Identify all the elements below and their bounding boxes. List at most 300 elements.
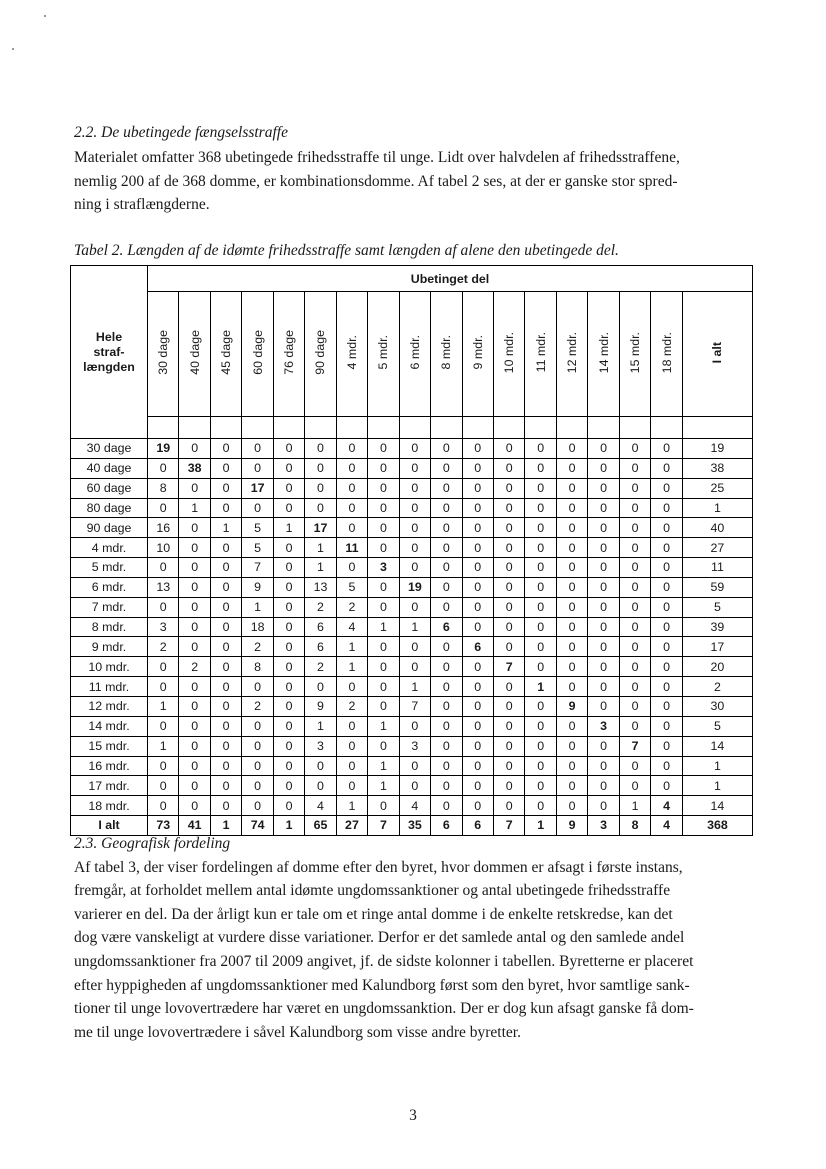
table-cell: 0 xyxy=(431,439,462,459)
column-header xyxy=(179,292,210,417)
table-cell: 11 xyxy=(336,538,367,558)
row-label: 10 mdr. xyxy=(71,657,148,677)
table-cell: 0 xyxy=(148,498,179,518)
table-cell: 2 xyxy=(179,657,210,677)
column-header xyxy=(682,292,752,417)
table-cell: 9 xyxy=(242,577,273,597)
table-cell: 0 xyxy=(273,439,304,459)
table-cell: 0 xyxy=(399,458,430,478)
table-cell: 0 xyxy=(273,597,304,617)
table-cell: 0 xyxy=(368,458,399,478)
table-cell: 0 xyxy=(525,518,556,538)
table-cell: 0 xyxy=(588,756,619,776)
table-cell: 0 xyxy=(431,518,462,538)
table-row xyxy=(71,637,753,657)
table-cell: 0 xyxy=(588,796,619,816)
sentence-length-table xyxy=(70,265,753,836)
column-header-label: 14 mdr. xyxy=(596,331,611,374)
column-header xyxy=(210,292,241,417)
table-row xyxy=(71,597,753,617)
table-cell: 0 xyxy=(399,538,430,558)
paragraph-line: ungdomssanktioner fra 2007 til 2009 angivet, jf. de sidste kolonner i tabellen. Byretterne er placeret xyxy=(74,952,694,970)
table-cell: 0 xyxy=(179,677,210,697)
table-cell: 0 xyxy=(462,518,493,538)
table-cell: 0 xyxy=(273,796,304,816)
table-cell: 0 xyxy=(179,617,210,637)
row-label: 60 dage xyxy=(71,478,148,498)
table-cell: 0 xyxy=(273,617,304,637)
table-cell: 0 xyxy=(305,776,336,796)
table-cell: 0 xyxy=(210,577,241,597)
column-header xyxy=(556,292,587,417)
table-cell: 0 xyxy=(588,736,619,756)
table-cell: 0 xyxy=(273,498,304,518)
table-cell: 5 xyxy=(336,577,367,597)
table-cell: 11 xyxy=(682,558,752,578)
table-cell: 0 xyxy=(305,439,336,459)
table-row xyxy=(71,518,753,538)
table-cell: 19 xyxy=(148,439,179,459)
paragraph-line: tioner til unge lovovertrædere har været en ungdomssanktion. Der er dog kun afsagt ganske få dom- xyxy=(74,1000,694,1018)
table-cell: 0 xyxy=(368,498,399,518)
table-cell: 0 xyxy=(273,637,304,657)
table-cell: 0 xyxy=(651,736,683,756)
table-cell: 7 xyxy=(493,816,524,836)
spacer-cell xyxy=(462,417,493,439)
table-cell: 0 xyxy=(148,597,179,617)
table-cell: 0 xyxy=(556,677,587,697)
table-cell: 0 xyxy=(431,756,462,776)
row-label: 5 mdr. xyxy=(71,558,148,578)
table-cell: 0 xyxy=(493,478,524,498)
column-header xyxy=(431,292,462,417)
column-header-label: 12 mdr. xyxy=(565,331,580,374)
column-header xyxy=(399,292,430,417)
table-cell: 0 xyxy=(556,478,587,498)
table-cell: 0 xyxy=(368,637,399,657)
table-cell: 6 xyxy=(305,617,336,637)
row-label: 80 dage xyxy=(71,498,148,518)
table-cell: 0 xyxy=(273,756,304,776)
table-cell: 0 xyxy=(651,637,683,657)
table-row xyxy=(71,538,753,558)
table-cell: 0 xyxy=(493,538,524,558)
paragraph-line: nemlig 200 af de 368 domme, er kombinationsdomme. Af tabel 2 ses, at der er ganske stor spred- xyxy=(74,172,678,190)
column-header-label: 10 mdr. xyxy=(502,331,517,374)
table-cell: 0 xyxy=(493,498,524,518)
paragraph-line: dog være vanskeligt at vurdere disse variationer. Derfor er det samlede antal og den samlede andel xyxy=(74,929,685,947)
table-cell: 1 xyxy=(305,538,336,558)
spacer-cell xyxy=(148,417,179,439)
table-cell: 0 xyxy=(525,716,556,736)
table-cell: 0 xyxy=(179,538,210,558)
table-row xyxy=(71,657,753,677)
table-cell: 1 xyxy=(619,796,650,816)
table-cell: 0 xyxy=(493,439,524,459)
table-cell: 0 xyxy=(273,577,304,597)
row-header-line: længden xyxy=(83,359,135,374)
table-cell: 0 xyxy=(305,677,336,697)
table-cell: 0 xyxy=(619,558,650,578)
table-cell: 0 xyxy=(588,478,619,498)
table-cell: 38 xyxy=(179,458,210,478)
column-header xyxy=(305,292,336,417)
row-label: 11 mdr. xyxy=(71,677,148,697)
table-cell: 0 xyxy=(179,439,210,459)
table-cell: 4 xyxy=(651,816,683,836)
table-cell: 0 xyxy=(242,776,273,796)
table-cell: 0 xyxy=(493,617,524,637)
table-cell: 0 xyxy=(525,736,556,756)
table-cell: 0 xyxy=(493,597,524,617)
table-cell: 5 xyxy=(682,716,752,736)
column-header xyxy=(368,292,399,417)
table-cell: 14 xyxy=(682,796,752,816)
table-cell: 4 xyxy=(651,796,683,816)
table-row xyxy=(71,677,753,697)
table-cell: 0 xyxy=(493,716,524,736)
table-cell: 2 xyxy=(336,696,367,716)
table-cell: 0 xyxy=(336,558,367,578)
table-cell: 7 xyxy=(619,736,650,756)
table-cell: 0 xyxy=(210,498,241,518)
table-cell: 3 xyxy=(588,716,619,736)
table-cell: 0 xyxy=(399,518,430,538)
table-cell: 25 xyxy=(682,478,752,498)
table-cell: 0 xyxy=(619,716,650,736)
table-cell: 7 xyxy=(399,696,430,716)
table-cell: 0 xyxy=(619,617,650,637)
table-cell: 0 xyxy=(588,538,619,558)
table-cell: 20 xyxy=(682,657,752,677)
table-cell: 0 xyxy=(273,696,304,716)
table-cell: 1 xyxy=(336,657,367,677)
column-header-label: 11 mdr. xyxy=(533,332,548,373)
table-cell: 0 xyxy=(431,657,462,677)
table-cell: 7 xyxy=(368,816,399,836)
table-cell: 0 xyxy=(651,439,683,459)
table-cell: 0 xyxy=(619,458,650,478)
table-cell: 0 xyxy=(493,558,524,578)
table-cell: 0 xyxy=(148,796,179,816)
column-header-label: 9 mdr. xyxy=(470,335,485,370)
section-2-2-paragraph xyxy=(74,146,752,217)
table-cell: 0 xyxy=(368,597,399,617)
table-cell: 17 xyxy=(242,478,273,498)
table-cell: 27 xyxy=(682,538,752,558)
row-label: 17 mdr. xyxy=(71,776,148,796)
column-header xyxy=(148,292,179,417)
table-cell: 2 xyxy=(242,637,273,657)
table-cell: 0 xyxy=(242,458,273,478)
table-cell: 0 xyxy=(179,736,210,756)
column-header xyxy=(493,292,524,417)
paragraph-line: Af tabel 3, der viser fordelingen af domme efter den byret, hvor dommen er afsagt i første instans, xyxy=(74,858,683,876)
table-cell: 0 xyxy=(651,657,683,677)
table-cell: 0 xyxy=(179,478,210,498)
table-cell: 13 xyxy=(148,577,179,597)
table-cell: 0 xyxy=(336,518,367,538)
spacer-cell xyxy=(525,417,556,439)
table-cell: 1 xyxy=(368,776,399,796)
table-cell: 0 xyxy=(242,796,273,816)
table-cell: 0 xyxy=(588,518,619,538)
table-cell: 35 xyxy=(399,816,430,836)
table-cell: 0 xyxy=(556,756,587,776)
table-cell: 0 xyxy=(242,439,273,459)
table-cell: 0 xyxy=(179,558,210,578)
table-cell: 1 xyxy=(148,736,179,756)
table-cell: 0 xyxy=(368,538,399,558)
table-cell: 8 xyxy=(148,478,179,498)
table-row xyxy=(71,498,753,518)
table-cell: 0 xyxy=(148,716,179,736)
table-cell: 2 xyxy=(336,597,367,617)
table-cell: 6 xyxy=(462,816,493,836)
table-cell: 0 xyxy=(399,756,430,776)
table-cell: 0 xyxy=(368,577,399,597)
table-cell: 0 xyxy=(462,597,493,617)
table-cell: 0 xyxy=(556,439,587,459)
table-cell: 6 xyxy=(431,816,462,836)
spacer-cell xyxy=(682,417,752,439)
table-cell: 1 xyxy=(368,716,399,736)
table-cell: 5 xyxy=(242,538,273,558)
table-cell: 0 xyxy=(210,776,241,796)
table-cell: 0 xyxy=(210,696,241,716)
row-label: 90 dage xyxy=(71,518,148,538)
table-cell: 0 xyxy=(651,478,683,498)
table-cell: 0 xyxy=(368,677,399,697)
table-cell: 6 xyxy=(305,637,336,657)
table-cell: 0 xyxy=(588,696,619,716)
column-header-label: 15 mdr. xyxy=(628,331,643,374)
table-cell: 0 xyxy=(556,577,587,597)
table-cell: 0 xyxy=(148,558,179,578)
row-label: 40 dage xyxy=(71,458,148,478)
table-cell: 73 xyxy=(148,816,179,836)
table-cell: 0 xyxy=(556,716,587,736)
table-cell: 0 xyxy=(399,439,430,459)
spacer-cell xyxy=(368,417,399,439)
table-cell: 0 xyxy=(336,756,367,776)
table-cell: 0 xyxy=(179,637,210,657)
table-cell: 0 xyxy=(619,478,650,498)
table-cell: 0 xyxy=(556,776,587,796)
table-cell: 9 xyxy=(556,696,587,716)
table-cell: 9 xyxy=(556,816,587,836)
table-row xyxy=(71,558,753,578)
table-cell: 8 xyxy=(242,657,273,677)
row-header-total-sentence xyxy=(71,266,148,439)
column-header-label: 90 dage xyxy=(313,330,328,375)
row-label: 9 mdr. xyxy=(71,637,148,657)
table-cell: 0 xyxy=(179,796,210,816)
table-cell: 0 xyxy=(525,538,556,558)
table-cell: 59 xyxy=(682,577,752,597)
table-cell: 0 xyxy=(619,498,650,518)
column-header-label: 5 mdr. xyxy=(376,335,391,370)
table-cell: 0 xyxy=(651,558,683,578)
spacer-cell xyxy=(336,417,367,439)
table-cell: 0 xyxy=(305,478,336,498)
table-cell: 3 xyxy=(368,558,399,578)
table-cell: 0 xyxy=(210,716,241,736)
table-cell: 0 xyxy=(336,716,367,736)
table-cell: 0 xyxy=(588,439,619,459)
table-cell: 4 xyxy=(399,796,430,816)
table-cell: 0 xyxy=(242,756,273,776)
table-cell: 1 xyxy=(525,816,556,836)
table-row xyxy=(71,696,753,716)
table-cell: 0 xyxy=(273,776,304,796)
table-cell: 0 xyxy=(556,518,587,538)
table-cell: 39 xyxy=(682,617,752,637)
table-cell: 0 xyxy=(305,498,336,518)
table-cell: 5 xyxy=(682,597,752,617)
table-cell: 0 xyxy=(462,498,493,518)
table-cell: 1 xyxy=(682,776,752,796)
table-cell: 0 xyxy=(273,458,304,478)
table-cell: 13 xyxy=(305,577,336,597)
table-cell: 6 xyxy=(431,617,462,637)
table-cell: 0 xyxy=(651,677,683,697)
table-cell: 0 xyxy=(368,657,399,677)
table-cell: 2 xyxy=(682,677,752,697)
table-cell: 368 xyxy=(682,816,752,836)
table-cell: 1 xyxy=(305,558,336,578)
table-cell: 0 xyxy=(179,597,210,617)
table-cell: 10 xyxy=(148,538,179,558)
table-cell: 0 xyxy=(588,458,619,478)
table-cell: 0 xyxy=(210,538,241,558)
spacer-cell xyxy=(305,417,336,439)
table-cell: 0 xyxy=(179,756,210,776)
table-cell: 2 xyxy=(305,597,336,617)
paragraph-line: ning i straflængderne. xyxy=(74,196,210,214)
column-header-label: 76 dage xyxy=(282,330,297,375)
scan-speck xyxy=(44,15,46,17)
table-cell: 1 xyxy=(368,617,399,637)
table-cell: 0 xyxy=(399,597,430,617)
table-cell: 0 xyxy=(431,796,462,816)
table-cell: 0 xyxy=(210,478,241,498)
row-label: 7 mdr. xyxy=(71,597,148,617)
table-cell: 0 xyxy=(619,597,650,617)
table-cell: 0 xyxy=(556,498,587,518)
table-cell: 0 xyxy=(148,657,179,677)
table-cell: 2 xyxy=(148,637,179,657)
row-label: 15 mdr. xyxy=(71,736,148,756)
table-cell: 1 xyxy=(179,498,210,518)
table-cell: 0 xyxy=(556,617,587,637)
table-cell: 3 xyxy=(305,736,336,756)
table-cell: 5 xyxy=(242,518,273,538)
spacer-cell xyxy=(588,417,619,439)
table-cell: 0 xyxy=(651,577,683,597)
table-cell: 0 xyxy=(462,677,493,697)
table-cell: 0 xyxy=(651,518,683,538)
table-cell: 0 xyxy=(431,478,462,498)
table-cell: 0 xyxy=(493,756,524,776)
table-cell: 0 xyxy=(399,657,430,677)
table-cell: 14 xyxy=(682,736,752,756)
table-cell: 0 xyxy=(336,439,367,459)
spacer-cell xyxy=(399,417,430,439)
table-cell: 0 xyxy=(651,776,683,796)
table-cell: 1 xyxy=(242,597,273,617)
table-cell: 0 xyxy=(525,478,556,498)
table-cell: 3 xyxy=(588,816,619,836)
column-header xyxy=(336,292,367,417)
table-cell: 0 xyxy=(525,657,556,677)
table-cell: 0 xyxy=(525,756,556,776)
table-cell: 0 xyxy=(179,716,210,736)
row-label: 6 mdr. xyxy=(71,577,148,597)
table-cell: 0 xyxy=(210,677,241,697)
table-cell: 0 xyxy=(651,716,683,736)
table-cell: 0 xyxy=(336,498,367,518)
table-cell: 0 xyxy=(462,796,493,816)
spacer-cell xyxy=(179,417,210,439)
table-cell: 0 xyxy=(336,478,367,498)
table-row xyxy=(71,577,753,597)
column-header-label: 4 mdr. xyxy=(344,335,359,370)
table-cell: 0 xyxy=(399,478,430,498)
table-cell: 0 xyxy=(148,458,179,478)
table-cell: 7 xyxy=(493,657,524,677)
table-cell: 0 xyxy=(210,736,241,756)
table-cell: 0 xyxy=(336,677,367,697)
table-cell: 1 xyxy=(368,756,399,776)
table-cell: 0 xyxy=(525,498,556,518)
table-cell: 0 xyxy=(462,657,493,677)
table-cell: 0 xyxy=(462,776,493,796)
table-cell: 0 xyxy=(431,458,462,478)
table-cell: 0 xyxy=(525,796,556,816)
table-cell: 1 xyxy=(682,756,752,776)
column-header-label: 40 dage xyxy=(187,330,202,375)
column-header xyxy=(242,292,273,417)
table-cell: 0 xyxy=(588,776,619,796)
table-cell: 0 xyxy=(619,518,650,538)
spacer-cell xyxy=(242,417,273,439)
scan-speck xyxy=(12,48,14,50)
table-cell: 0 xyxy=(431,696,462,716)
section-heading-2-2: 2.2. De ubetingede fængselsstraffe xyxy=(74,124,288,141)
table-row xyxy=(71,478,753,498)
table-cell: 0 xyxy=(368,736,399,756)
table-cell: 0 xyxy=(336,776,367,796)
spacer-cell xyxy=(431,417,462,439)
table-cell: 0 xyxy=(242,498,273,518)
table-cell: 0 xyxy=(431,637,462,657)
table-cell: 0 xyxy=(148,756,179,776)
table-cell: 0 xyxy=(399,776,430,796)
section-heading-2-3: 2.3. Geografisk fordeling xyxy=(74,835,231,852)
table-cell: 0 xyxy=(148,776,179,796)
table-cell: 0 xyxy=(556,538,587,558)
table-cell: 0 xyxy=(273,677,304,697)
table-cell: 17 xyxy=(682,637,752,657)
table-cell: 0 xyxy=(210,558,241,578)
table-cell: 0 xyxy=(619,696,650,716)
table-cell: 0 xyxy=(210,458,241,478)
table-cell: 0 xyxy=(493,677,524,697)
table-cell: 8 xyxy=(619,816,650,836)
row-header-line: straf- xyxy=(93,344,125,359)
group-header-unconditional-part: Ubetinget del xyxy=(148,266,753,292)
